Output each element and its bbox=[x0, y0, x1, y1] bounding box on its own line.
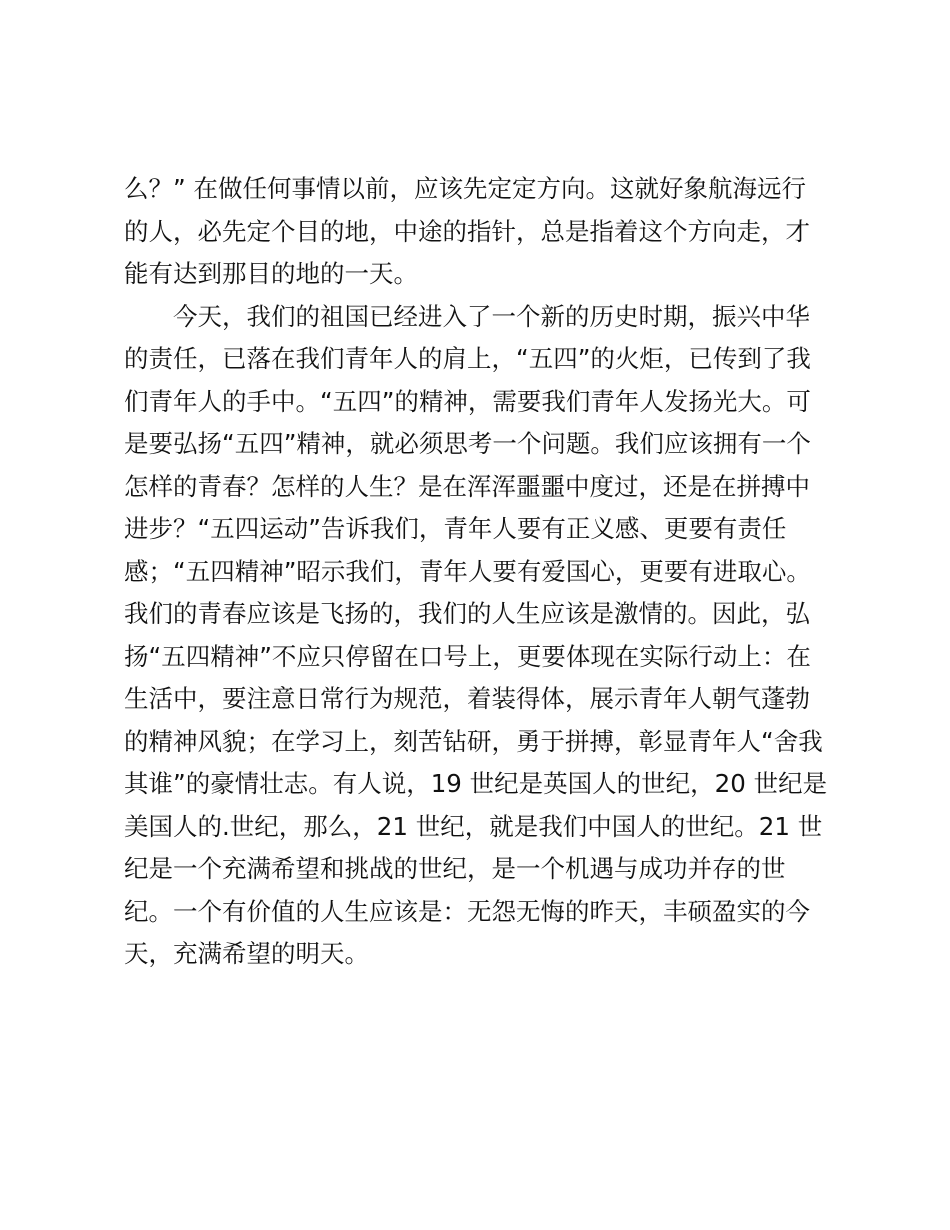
text-line: 的责任，已落在我们青年人的肩上，“五四”的火炬，已传到了我 bbox=[124, 344, 811, 373]
text-line: 的精神风貌；在学习上，刻苦钻研，勇于拼搏，彰显青年人“舍我 bbox=[124, 726, 823, 756]
body-text bbox=[124, 168, 844, 976]
text-line: 扬“五四精神”不应只停留在口号上，更要体现在实际行动上：在 bbox=[124, 641, 811, 671]
text-line: 今天，我们的祖国已经进入了一个新的历史时期，振兴中华 bbox=[124, 301, 810, 331]
text-line: 们青年人的手中。“五四”的精神，需要我们青年人发扬光大。可 bbox=[124, 386, 811, 416]
text-line: 是要弘扬“五四”精神，就必须思考一个问题。我们应该拥有一个 bbox=[124, 429, 811, 458]
text-line: 生活中，要注意日常行为规范，着装得体，展示青年人朝气蓬勃 bbox=[124, 684, 810, 713]
text-line: 进步？“五四运动”告诉我们，青年人要有正义感、更要有责任 bbox=[124, 514, 787, 543]
text-line: 天，充满希望的明天。 bbox=[124, 939, 369, 968]
text-line: 么？” 在做任何事情以前，应该先定定方向。这就好象航海远行 bbox=[124, 174, 806, 203]
text-line: 其谁”的豪情壮志。有人说，19 世纪是英国人的世纪，20 世纪是 bbox=[124, 769, 828, 798]
text-line: 能有达到那目的地的一天。 bbox=[124, 259, 418, 288]
text-line: 怎样的青春？怎样的人生？是在浑浑噩噩中度过，还是在拼搏中 bbox=[124, 471, 810, 501]
text-line: 我们的青春应该是飞扬的，我们的人生应该是激情的。因此，弘 bbox=[124, 599, 810, 628]
text-line: 纪是一个充满希望和挑战的世纪，是一个机遇与成功并存的世 bbox=[124, 854, 786, 883]
text-line: 感；“五四精神”昭示我们，青年人要有爱国心，更要有进取心。 bbox=[124, 556, 811, 586]
text-line: 纪。一个有价值的人生应该是：无怨无悔的昨天，丰硕盈实的今 bbox=[124, 896, 810, 926]
text-line: 的人，必先定个目的地，中途的指针，总是指着这个方向走，才 bbox=[124, 216, 810, 246]
text-line: 美国人的.世纪，那么，21 世纪，就是我们中国人的世纪。21 世 bbox=[124, 811, 823, 841]
